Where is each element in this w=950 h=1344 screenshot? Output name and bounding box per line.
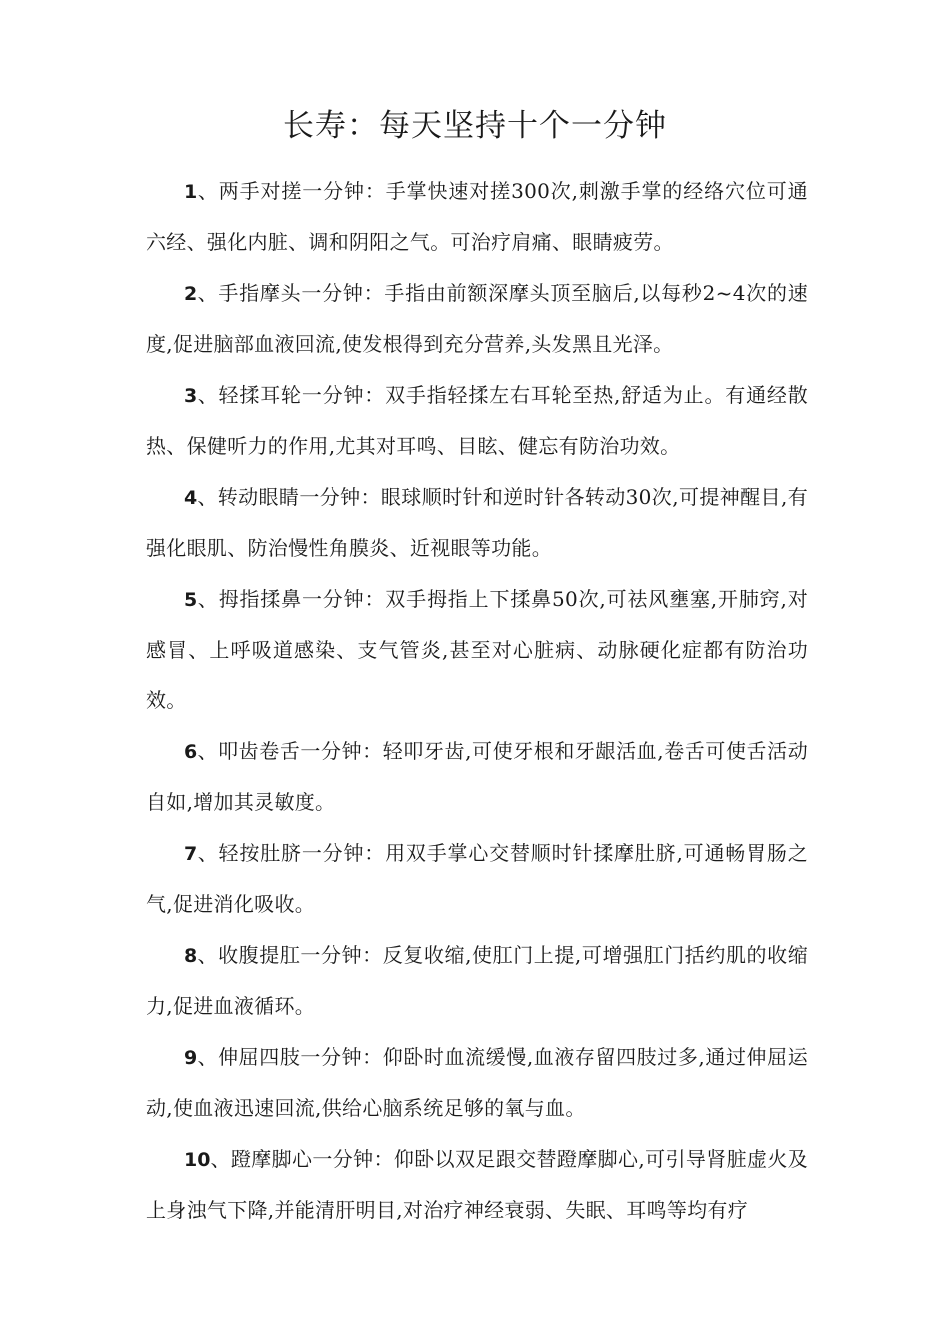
item-text: 、两手对搓一分钟：手掌快速对搓300次,刺激手掌的经络穴位可通六经、强化内脏、调和阴阳之气。可治疗肩痛、眼睛疲劳。 [146, 179, 808, 254]
item-text: 、叩齿卷舌一分钟：轻叩牙齿,可使牙根和牙龈活血,卷舌可使舌活动自如,增加其灵敏度。 [146, 739, 808, 814]
item-text: 、手指摩头一分钟：手指由前额深摩头顶至脑后,以每秒2~4次的速度,促进脑部血液回流,使发根得到充分营养,头发黑且光泽。 [146, 281, 808, 356]
item-text: 、拇指揉鼻一分钟：双手拇指上下揉鼻50次,可祛风壅塞,开肺窍,对感冒、上呼吸道感染、支气管炎,甚至对心脏病、动脉硬化症都有防治功效。 [146, 587, 808, 712]
item-text: 、轻按肚脐一分钟：用双手掌心交替顺时针揉摩肚脐,可通畅胃肠之气,促进消化吸收。 [146, 841, 808, 916]
list-item [146, 574, 808, 725]
item-number: 5 [184, 589, 198, 611]
list-item [146, 472, 808, 573]
list-item [146, 268, 808, 369]
item-number: 10 [184, 1149, 211, 1171]
item-number: 2 [184, 283, 198, 305]
document-body [146, 166, 808, 1236]
item-text: 、转动眼睛一分钟：眼球顺时针和逆时针各转动30次,可提神醒目,有强化眼肌、防治慢性角膜炎、近视眼等功能。 [146, 485, 808, 560]
item-text: 、蹬摩脚心一分钟：仰卧以双足跟交替蹬摩脚心,可引导肾脏虚火及上身浊气下降,并能清肝明目,对治疗神经衰弱、失眠、耳鸣等均有疗 [146, 1147, 808, 1222]
item-number: 4 [184, 487, 198, 509]
list-item [146, 828, 808, 929]
item-text: 、轻揉耳轮一分钟：双手指轻揉左右耳轮至热,舒适为止。有通经散热、保健听力的作用,尤其对耳鸣、目眩、健忘有防治功效。 [146, 383, 808, 458]
list-item [146, 1032, 808, 1133]
item-number: 3 [184, 385, 198, 407]
item-text: 、伸屈四肢一分钟：仰卧时血流缓慢,血液存留四肢过多,通过伸屈运动,使血液迅速回流,供给心脑系统足够的氧与血。 [146, 1045, 808, 1120]
item-number: 7 [184, 843, 198, 865]
item-number: 1 [184, 181, 198, 203]
item-number: 6 [184, 741, 198, 763]
list-item [146, 370, 808, 471]
item-text: 、收腹提肛一分钟：反复收缩,使肛门上提,可增强肛门括约肌的收缩力,促进血液循环。 [146, 943, 808, 1018]
item-number: 9 [184, 1047, 198, 1069]
item-number: 8 [184, 945, 198, 967]
list-item [146, 166, 808, 267]
list-item [146, 1134, 808, 1235]
page-title: 长寿：每天坚持十个一分钟 [283, 108, 667, 144]
list-item [146, 930, 808, 1031]
list-item [146, 726, 808, 827]
